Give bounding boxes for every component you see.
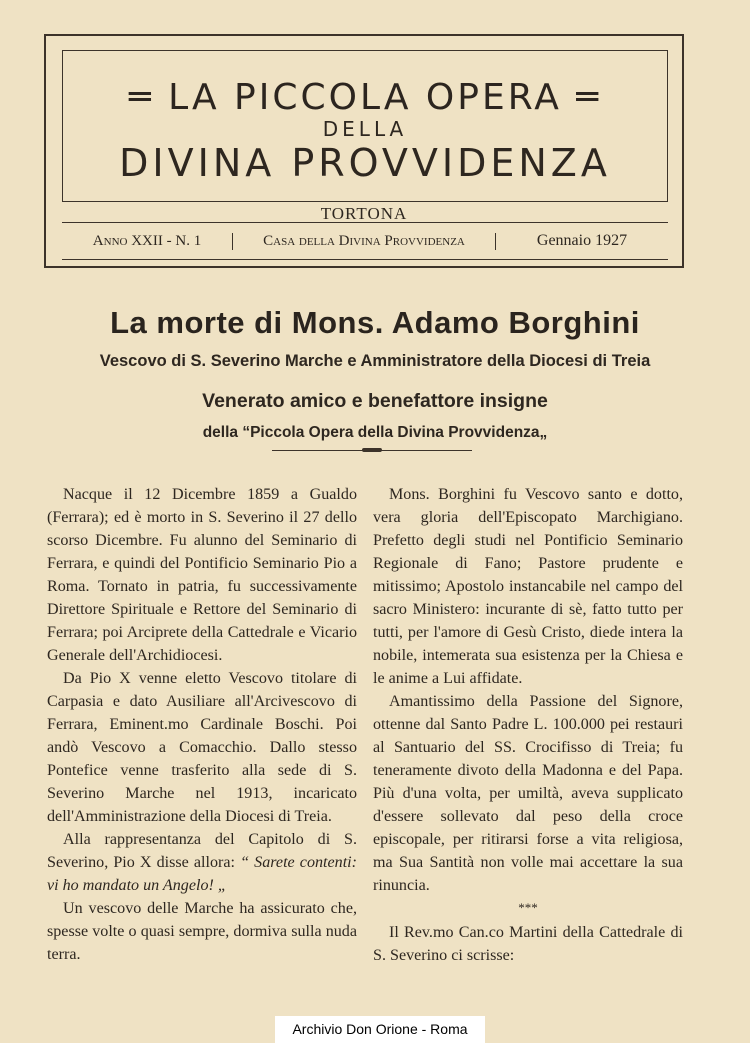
paragraph: Da Pio X venne eletto Vescovo titolare di Carpasia e dato Ausiliare all'Arcivescovo di Ferrara, Eminent.mo Cardinale Boschi. Poi andò Vescovo a Comacchio. Dallo stesso Pontefice venne trasferito alla sede di S. Severino Marche nel 1913, incaricato dell'Amministrazione della Diocesi di Treia. bbox=[47, 670, 357, 825]
pope-quote: “ Sarete contenti: vi ho mandato un Angelo! „ bbox=[47, 854, 357, 894]
article-column-right bbox=[373, 483, 683, 967]
masthead-info-row bbox=[62, 222, 668, 260]
article-column-left bbox=[47, 483, 357, 966]
paragraph: Un vescovo delle Marche ha assicurato che, spesse volte o quasi sempre, dormiva sulla nuda terra. bbox=[47, 900, 357, 963]
masthead-title-box bbox=[62, 50, 668, 202]
ornament-divider bbox=[272, 450, 472, 455]
masthead-title-line2: DELLA bbox=[322, 117, 408, 141]
paragraph: Amantissimo della Passione del Signore, ottenne dal Santo Padre L. 100.000 pei restauri al Santuario del SS. Crocifisso di Treia; fu teneramente divoto della Madonna e del Papa. Più d'una volta, per umiltà, aveva supplicato d'essere sollevato dal peso della croce episcopale, per ritirarsi forse a vita religiosa, ma Sua Santità non volle mai accettare la sua rinuncia. bbox=[373, 693, 683, 894]
paragraph: Nacque il 12 Dicembre 1859 a Gualdo (Ferrara); ed è morto in S. Severino il 27 dello scorso Dicembre. Fu alunno del Seminario di Ferrara, e quindi del Pontificio Seminario Pio a Roma. Tornato in patria, fu successivamente Direttore Spirituale e Rettore del Seminario di Ferrara; poi Arciprete della Cattedrale e Vicario Generale dell'Archidiocesi. bbox=[47, 486, 357, 664]
article-subtitle: Vescovo di S. Severino Marche e Amministratore della Diocesi di Treia bbox=[99, 352, 651, 370]
masthead-title-line1: ═ LA PICCOLA OPERA ═ bbox=[128, 77, 602, 118]
archive-footer: Archivio Don Orione - Roma bbox=[275, 1016, 485, 1043]
issue-date: Gennaio 1927 bbox=[536, 232, 628, 249]
paragraph: Il Rev.mo Can.co Martini della Cattedrale di S. Severino ci scrisse: bbox=[373, 924, 683, 964]
paragraph: Mons. Borghini fu Vescovo santo e dotto, vera gloria dell'Episcopato Marchigiano. Prefetto degli studi nel Pontificio Seminario Regionale di Fano; Pastore prudente e mitissimo; Apostolo instancabile nel campo del sacro Ministero: incurante di sè, fatto tutto per tutti, per l'amore di Gesù Cristo, diede intera la nobile, intemerata sua esistenza per la Chiesa e le anime a Lui affidate. bbox=[373, 486, 683, 687]
publisher-name: Casa della Divina Provvidenza bbox=[233, 233, 496, 250]
article-subtitle-3: della “Piccola Opera della Divina Provvidenza„ bbox=[202, 424, 548, 441]
section-separator: *** bbox=[518, 900, 538, 915]
issue-number: Anno XXII - N. 1 bbox=[62, 233, 233, 250]
article-subtitle-2: Venerato amico e benefattore insigne bbox=[202, 390, 548, 412]
paragraph bbox=[47, 828, 357, 897]
masthead-title-line3: DIVINA PROVVIDENZA bbox=[119, 141, 611, 185]
article-title: La morte di Mons. Adamo Borghini bbox=[110, 305, 640, 340]
masthead-city: TORTONA bbox=[320, 204, 408, 223]
masthead bbox=[44, 34, 684, 268]
paragraph-text: Alla rappresentanza del Capitolo di S. Severino, Pio X disse allora: bbox=[47, 831, 357, 871]
